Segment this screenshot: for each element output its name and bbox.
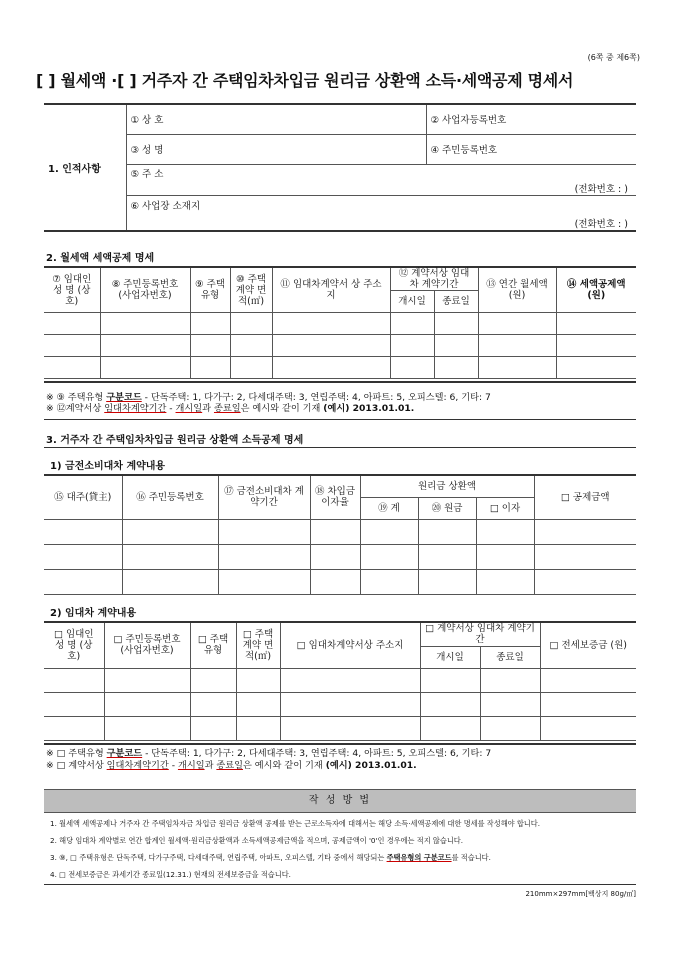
table-row[interactable] bbox=[44, 692, 636, 716]
col-end-date: 종료일 bbox=[434, 291, 478, 313]
col-lease-area: □ 주택 계약 면적(㎡) bbox=[236, 622, 280, 668]
lease-period-note: ※ □ 계약서상 임대차계약기간 - 개시일과 종료일은 예시와 같이 기재 (예시) 2013.01.01. bbox=[46, 760, 417, 771]
divider bbox=[44, 743, 636, 745]
lease-table bbox=[44, 621, 636, 741]
form-title: [ ] 월세액 ·[ ] 거주자 간 주택임차차입금 원리금 상환액 소득·세액공제 명세서 bbox=[36, 71, 574, 90]
col-lender-reg-no: ⑯ 주민등록번호 bbox=[122, 475, 218, 519]
col-house-type: ⑨ 주택 유형 bbox=[190, 267, 230, 313]
table-row[interactable] bbox=[44, 335, 636, 357]
company-name-field[interactable]: ① 상 호 bbox=[126, 104, 426, 134]
col-area: ⑩ 주택 계약 면적(㎡) bbox=[230, 267, 272, 313]
table-row[interactable] bbox=[44, 519, 636, 544]
col-lease-start: 개시일 bbox=[420, 646, 480, 668]
house-type-note: ※ ⑨ 주택유형 구분코드 - 단독주택: 1, 다가구: 2, 다세대주택: 3, 연립주택: 4, 아파트: 5, 오피스텔: 6, 기타: 7 bbox=[46, 392, 491, 403]
table-row[interactable] bbox=[44, 569, 636, 594]
section2-title: 2. 월세액 세액공제 명세 bbox=[46, 253, 155, 264]
workplace-phone: (전화번호 : ) bbox=[574, 219, 628, 230]
col-lease-house-type: □ 주택 유형 bbox=[190, 622, 236, 668]
business-reg-no-field[interactable]: ② 사업자등록번호 bbox=[426, 104, 636, 134]
col-deposit: □ 전세보증금 (원) bbox=[540, 622, 636, 668]
address-phone[interactable]: (전화번호 : ) bbox=[126, 181, 636, 196]
table-row[interactable] bbox=[44, 544, 636, 569]
person-name-field[interactable]: ③ 성 명 bbox=[126, 134, 426, 164]
col-landlord: ⑦ 임대인 성 명 (상 호) bbox=[44, 267, 100, 313]
table-row[interactable] bbox=[44, 716, 636, 740]
section3-title: 3. 거주자 간 주택임차차입금 원리금 상환액 소득공제 명세 bbox=[46, 435, 304, 446]
lease-contract-subtitle: 2) 임대차 계약내용 bbox=[50, 608, 137, 619]
col-lease-reg-no: □ 주민등록번호 (사업자번호) bbox=[104, 622, 190, 668]
col-total: ⑲ 계 bbox=[360, 497, 418, 519]
instruction-2: 2. 해당 임대차 계약별로 연간 합계인 월세액·원리금상환액과 소득세액공제금액을 적으며, 공제금액이 '0'인 경우에는 적지 않습니다. bbox=[50, 836, 463, 845]
resident-reg-no-field[interactable]: ④ 주민등록번호 bbox=[426, 134, 636, 164]
lease-house-type-note: ※ □ 주택유형 구분코드 - 단독주택: 1, 다가구: 2, 다세대주택: 3, 연립주택: 4, 아파트: 5, 오피스텔: 6, 기타: 7 bbox=[46, 748, 492, 759]
col-lease-end: 종료일 bbox=[480, 646, 540, 668]
paper-spec: 210mm×297mm[백상지 80g/㎡] bbox=[525, 890, 636, 898]
col-annual-rent: ⑬ 연간 월세액(원) bbox=[478, 267, 556, 313]
table-row[interactable] bbox=[44, 668, 636, 692]
table-row[interactable] bbox=[44, 357, 636, 379]
divider bbox=[44, 419, 636, 420]
divider bbox=[44, 884, 636, 885]
page-number: (6쪽 중 제6쪽) bbox=[587, 53, 640, 62]
col-repayment: 원리금 상환액 bbox=[360, 475, 534, 497]
contract-period-note: ※ ⑫계약서상 임대차계약기간 - 개시일과 종료일은 예시와 같이 기재 (예시) 2013.01.01. bbox=[46, 403, 415, 414]
col-reg-no: ⑧ 주민등록번호 (사업자번호) bbox=[100, 267, 190, 313]
divider bbox=[44, 447, 636, 448]
col-address: ⑪ 임대차계약서 상 주소지 bbox=[272, 267, 390, 313]
table-row[interactable] bbox=[44, 313, 636, 335]
loan-table bbox=[44, 474, 636, 595]
instruction-1: 1. 월세액 세액공제나 거주자 간 주택임차자금 차입금 원리금 상환액 공제를 받는 근로소득자에 대해서는 해당 소득·세액공제에 대한 명세를 작성해야 합니다. bbox=[50, 819, 540, 828]
col-start-date: 개시일 bbox=[390, 291, 434, 313]
address-field[interactable]: ⑤ 주 소 bbox=[126, 164, 636, 181]
monthly-rent-table bbox=[44, 266, 636, 379]
personal-info-table bbox=[44, 103, 636, 232]
col-interest: □ 이자 bbox=[476, 497, 534, 519]
col-lender: ⑮ 대주(貸主) bbox=[44, 475, 122, 519]
instruction-4: 4. □ 전세보증금은 과세기간 종료일(12.31.) 현재의 전세보증금을 적습니다. bbox=[50, 870, 291, 879]
loan-contract-subtitle: 1) 금전소비대차 계약내용 bbox=[50, 461, 166, 472]
col-loan-period: ⑰ 금전소비대차 계약기간 bbox=[218, 475, 310, 519]
col-lease-landlord: □ 임대인 성 명 (상 호) bbox=[44, 622, 104, 668]
workplace-address-field[interactable] bbox=[126, 196, 636, 232]
col-interest-rate: ⑱ 차입금 이자율 bbox=[310, 475, 360, 519]
workplace-address-label: ⑥ 사업장 소재지 bbox=[130, 201, 201, 212]
col-lease-period: □ 계약서상 임대차 계약기간 bbox=[420, 622, 540, 646]
section1-label: 1. 인적사항 bbox=[44, 104, 126, 231]
instructions-header: 작 성 방 법 bbox=[44, 789, 636, 813]
col-lease-address: □ 임대차계약서상 주소지 bbox=[280, 622, 420, 668]
col-contract-period: ⑫ 계약서상 임대차 계약기간 bbox=[390, 267, 478, 291]
instruction-3: 3. ⑨, □ 주택유형은 단독주택, 다가구주택, 다세대주택, 연립주택, 아파트, 오피스텔, 기타 중에서 해당되는 주택유형의 구분코드를 적습니다. bbox=[50, 853, 491, 862]
divider bbox=[44, 381, 636, 383]
col-principal: ⑳ 원금 bbox=[418, 497, 476, 519]
col-tax-credit: ⑭ 세액공제액 (원) bbox=[556, 267, 636, 313]
col-deduction: □ 공제금액 bbox=[534, 475, 636, 519]
